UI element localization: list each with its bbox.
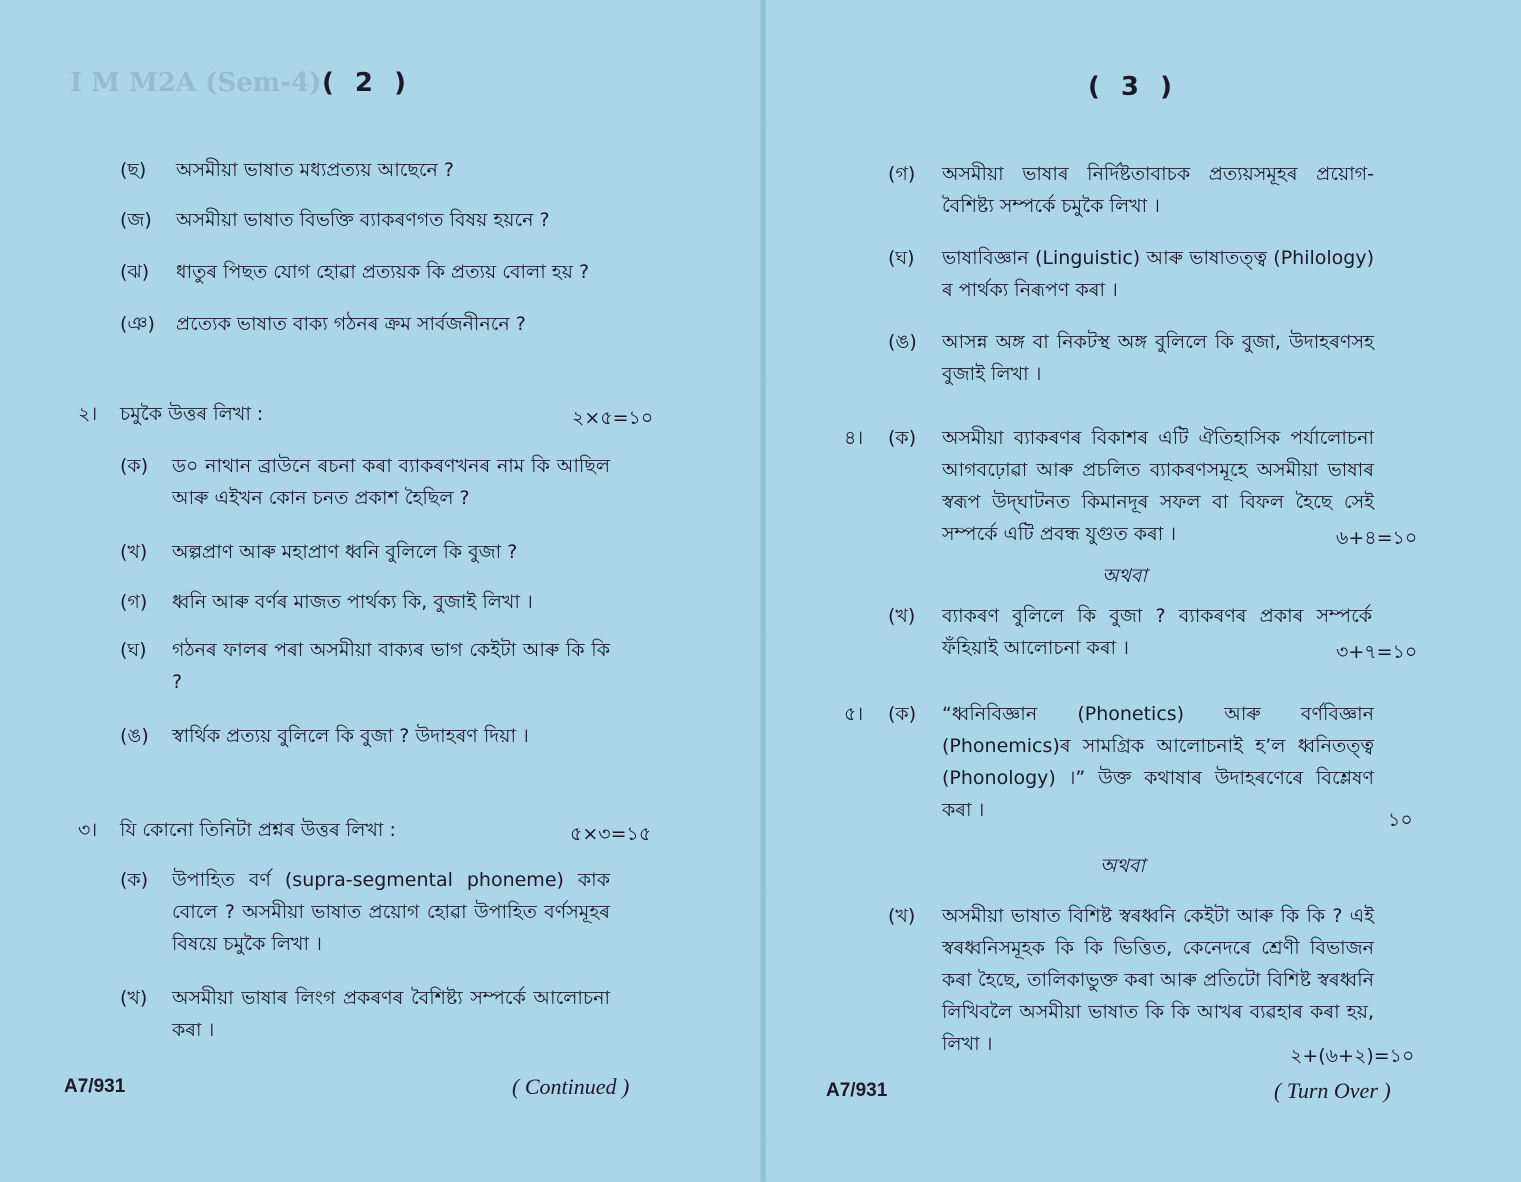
item-label: (জ) <box>120 209 152 231</box>
item-text: “ধ্বনিবিজ্ঞান (Phonetics) আৰু বৰ্ণবিজ্ঞান (Phonemics)ৰ সামগ্ৰিক আলোচনাই হ’ল ধ্বনিতত্ত্ব (Phonology) ।” উক্ত কথাষাৰ উদাহৰণেৰে বিশ্লেষণ কৰা । <box>942 703 1374 821</box>
item-text: ভাষাবিজ্ঞান (Linguistic) আৰু ভাষাতত্ত্ব (Philology) ৰ পাৰ্থক্য নিৰূপণ কৰা । <box>942 247 1374 301</box>
paper-code: A7/931 <box>64 1076 126 1097</box>
marks: ৩+৭=১০ <box>1336 641 1418 663</box>
item-text: অসমীয়া ভাষাৰ নিৰ্দিষ্টতাবাচক প্ৰত্যয়সমূহৰ প্ৰয়োগ-বৈশিষ্ট্য সম্পৰ্কে চমুকৈ লিখা । <box>942 163 1374 217</box>
question-item <box>120 256 640 288</box>
right-page <box>766 0 1521 1182</box>
question-number: ৩। <box>78 819 98 841</box>
item-text: ধ্বনি আৰু বৰ্ণৰ মাজত পাৰ্থক্য কি, বুজাই লিখা । <box>172 591 533 613</box>
question-4b <box>888 600 1374 664</box>
item-label: (গ) <box>888 163 916 185</box>
question-4a <box>844 422 1374 550</box>
question-5b <box>888 900 1374 1060</box>
item-text: অসমীয়া ভাষাত বিশিষ্ট স্বৰধ্বনি কেইটা আৰু কি কি ? এই স্বৰধ্বনিসমূহক কি কি ভিত্তিত, কেনেদৰে শ্ৰেণী বিভাজন কৰা হৈছে, তালিকাভুক্ত কৰা আৰু প্ৰতিটো বিশিষ্ট স্বৰধ্বনি লিখিবলৈ অসমীয়া ভাষাত কি কি আখৰ ব্যৱহাৰ কৰা হয়, লিখা । <box>942 905 1374 1055</box>
item-text: ড০ নাথান ব্ৰাউনে ৰচনা কৰা ব্যাকৰণখনৰ নাম কি আছিল আৰু এইখন কোন চনত প্ৰকাশ হৈছিল ? <box>172 455 610 509</box>
item-text: প্ৰত্যেক ভাষাত বাক্য গঠনৰ ক্ৰম সাৰ্বজনীননে ? <box>176 313 526 335</box>
marks: ১০ <box>1388 809 1413 831</box>
item-label: (খ) <box>120 541 148 563</box>
question-item <box>120 450 610 514</box>
marks: ৬+৪=১০ <box>1336 527 1418 549</box>
item-label: (গ) <box>120 591 148 613</box>
question-item <box>888 326 1374 390</box>
or-divider: অথবা <box>1102 565 1147 587</box>
question-item <box>120 634 610 698</box>
page-number: ( 3 ) <box>1088 72 1178 102</box>
question-5a <box>844 698 1374 826</box>
item-text: স্বাৰ্থিক প্ৰত্যয় বুলিলে কি বুজা ? উদাহৰণ দিয়া । <box>172 725 529 747</box>
bleed-through-header: I M M2A (Sem-4) <box>70 68 322 98</box>
item-text: অসমীয়া ভাষাত মধ্যপ্ৰত্যয় আছেনে ? <box>176 159 454 181</box>
question-number: ৫। <box>844 703 864 725</box>
question-text: যি কোনো তিনিটা প্ৰশ্নৰ উত্তৰ লিখা : <box>120 819 396 841</box>
item-label: (ক) <box>120 455 149 477</box>
question-item <box>120 720 610 752</box>
question-heading <box>78 814 558 846</box>
marks: ৫×৩=১৫ <box>570 823 652 845</box>
item-label: (ঙ) <box>120 725 149 747</box>
question-item <box>120 204 640 236</box>
marks: ২×৫=১০ <box>572 407 654 429</box>
item-label: (ঘ) <box>120 639 147 661</box>
item-text: ব্যাকৰণ বুলিলে কি বুজা ? ব্যাকৰণৰ প্ৰকাৰ সম্পৰ্কে ফঁহিয়াই আলোচনা কৰা । <box>942 605 1372 659</box>
question-item <box>120 864 610 960</box>
item-text: অসমীয়া ব্যাকৰণৰ বিকাশৰ এটি ঐতিহাসিক পৰ্যালোচনা আগবঢ়োৱা আৰু প্ৰচলিত ব্যাকৰণসমূহে অসমীয়া ভাষাৰ স্বৰূপ উদ্‌ঘাটনত কিমানদূৰ সফল বা বিফল হৈছে সেই সম্পৰ্কে এটি প্ৰবন্ধ যুগুত কৰা । <box>942 427 1374 545</box>
continued-note: ( Continued ) <box>512 1074 630 1099</box>
question-text: চমুকৈ উত্তৰ লিখা : <box>120 403 264 425</box>
question-number: ৪। <box>844 427 864 449</box>
item-label: (ক) <box>120 869 149 891</box>
item-label: (ঝ) <box>120 261 150 283</box>
item-text: অসমীয়া ভাষাত বিভক্তি ব্যাকৰণগত বিষয় হয়নে ? <box>176 209 550 231</box>
item-label: (ঙ) <box>888 331 917 353</box>
item-label: (খ) <box>120 987 148 1009</box>
item-text: উপাহিত বৰ্ণ (supra-segmental phoneme) কাক বোলে ? অসমীয়া ভাষাত প্ৰয়োগ হোৱা উপাহিত বৰ্ণসমূহৰ বিষয়ে চমুকৈ লিখা । <box>172 869 610 955</box>
item-text: অল্পপ্ৰাণ আৰু মহাপ্ৰাণ ধ্বনি বুলিলে কি বুজা ? <box>172 541 518 563</box>
item-label: (ঘ) <box>888 247 915 269</box>
marks: ২+(৬+২)=১০ <box>1290 1045 1415 1067</box>
item-label: (ছ) <box>120 159 147 181</box>
question-number: ২। <box>78 403 98 425</box>
item-label: (ক) <box>888 703 917 725</box>
question-item <box>888 158 1374 222</box>
item-label: (খ) <box>888 605 916 627</box>
item-label: (ঞ) <box>120 313 155 335</box>
question-heading <box>78 398 558 430</box>
item-text: গঠনৰ ফালৰ পৰা অসমীয়া বাক্যৰ ভাগ কেইটা আৰু কি কি ? <box>172 639 610 693</box>
question-item <box>120 982 610 1046</box>
question-item <box>888 242 1374 306</box>
item-label: (খ) <box>888 905 916 927</box>
item-text: ধাতুৰ পিছত যোগ হোৱা প্ৰত্যয়ক কি প্ৰত্যয় বোলা হয় ? <box>176 261 590 283</box>
turn-over-note: ( Turn Over ) <box>1274 1078 1391 1103</box>
question-item <box>120 536 610 568</box>
page-number: ( 2 ) <box>322 68 412 98</box>
question-item <box>120 586 610 618</box>
item-label: (ক) <box>888 427 917 449</box>
paper-code: A7/931 <box>826 1080 888 1101</box>
item-text: অসমীয়া ভাষাৰ লিংগ প্ৰকৰণৰ বৈশিষ্ট্য সম্পৰ্কে আলোচনা কৰা । <box>172 987 610 1041</box>
item-text: আসন্ন অঙ্গ বা নিকটস্থ অঙ্গ বুলিলে কি বুজা, উদাহৰণসহ বুজাই লিখা । <box>942 331 1374 385</box>
question-item <box>120 154 640 186</box>
question-item <box>120 308 640 340</box>
or-divider: অথবা <box>1100 855 1145 877</box>
